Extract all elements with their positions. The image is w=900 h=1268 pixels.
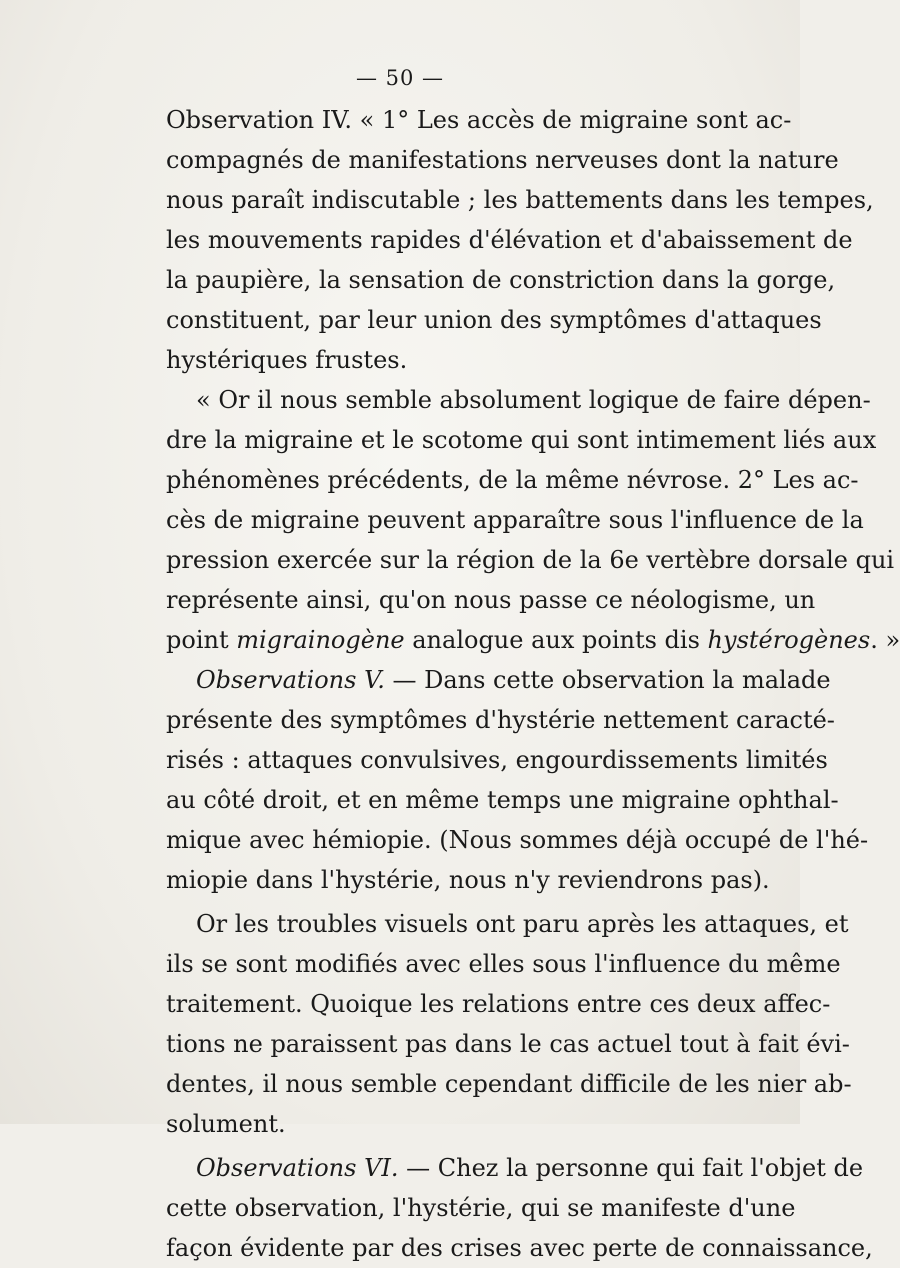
text-line <box>166 1064 852 1104</box>
italic-text: Observations VI. <box>196 1154 399 1182</box>
text-line <box>166 260 836 300</box>
text-segment: les mouvements rapides d'élévation et d'abaissement de <box>166 226 853 254</box>
text-line <box>166 740 828 780</box>
text-line <box>166 1188 796 1228</box>
text-line <box>166 860 770 900</box>
text-segment: au côté droit, et en même temps une migraine ophthal- <box>166 786 839 814</box>
text-segment: « Or il nous semble absolument logique de faire dépen- <box>196 386 871 414</box>
text-line <box>166 500 864 540</box>
italic-text: migrainogène <box>236 626 405 654</box>
text-line <box>166 1228 873 1268</box>
text-line <box>166 420 877 460</box>
text-line <box>166 300 822 340</box>
text-segment: analogue aux points dis <box>404 626 708 654</box>
text-segment: cette observation, l'hystérie, qui se manifeste d'une <box>166 1194 796 1222</box>
text-segment: tions ne paraissent pas dans le cas actuel tout à fait évi- <box>166 1030 850 1058</box>
text-segment: mique avec hémiopie. (Nous sommes déjà occupé de l'hé- <box>166 826 869 854</box>
text-segment: Or les troubles visuels ont paru après les attaques, et <box>196 910 849 938</box>
text-line <box>166 700 835 740</box>
text-segment: phénomènes précédents, de la même névrose. 2° Les ac- <box>166 466 859 494</box>
text-segment: cès de migraine peuvent apparaître sous l'influence de la <box>166 506 864 534</box>
text-segment: façon évidente par des crises avec perte de connaissance, <box>166 1234 873 1262</box>
text-segment: — Chez la personne qui fait l'objet de <box>398 1154 864 1182</box>
text-segment: . » <box>870 626 900 654</box>
text-segment: présente des symptômes d'hystérie nettement caracté- <box>166 706 835 734</box>
text-segment: compagnés de manifestations nerveuses dont la nature <box>166 146 839 174</box>
text-segment: ils se sont modifiés avec elles sous l'influence du même <box>166 950 841 978</box>
text-line <box>166 620 900 660</box>
text-line <box>166 540 895 580</box>
text-line <box>166 1104 766 1144</box>
page-number: — 50 — <box>355 66 445 90</box>
text-segment: dentes, il nous semble cependant difficile de les nier ab- <box>166 1070 852 1098</box>
text-segment: la paupière, la sensation de constriction dans la gorge, <box>166 266 836 294</box>
text-segment: nous paraît indiscutable ; les battements dans les tempes, <box>166 186 874 214</box>
text-line <box>166 140 839 180</box>
text-segment: traitement. Quoique les relations entre ces deux affec- <box>166 990 831 1018</box>
text-line <box>166 100 792 140</box>
body-text <box>166 100 900 1268</box>
text-line <box>166 984 831 1024</box>
text-segment: hystériques frustes. <box>166 346 408 374</box>
text-line <box>166 780 839 820</box>
text-line <box>166 340 766 380</box>
text-line <box>166 180 874 220</box>
text-line <box>166 660 831 700</box>
text-segment: dre la migraine et le scotome qui sont intimement liés aux <box>166 426 877 454</box>
italic-text: hystérogènes <box>707 626 871 654</box>
text-line <box>166 220 853 260</box>
text-line <box>166 820 869 860</box>
text-line <box>166 460 859 500</box>
text-segment: Observation IV. « 1° Les accès de migraine sont ac- <box>166 106 792 134</box>
text-segment: constituent, par leur union des symptômes d'attaques <box>166 306 822 334</box>
text-segment: pression exercée sur la région de la 6e vertèbre dorsale qui <box>166 546 895 574</box>
text-line <box>166 1024 850 1064</box>
text-segment: point <box>166 626 237 654</box>
text-line <box>166 380 871 420</box>
text-line <box>166 904 849 944</box>
text-segment: risés : attaques convulsives, engourdissements limités <box>166 746 828 774</box>
italic-text: Observations V. <box>196 666 385 694</box>
text-line <box>166 944 841 984</box>
text-segment: solument. <box>166 1110 286 1138</box>
text-line <box>166 580 816 620</box>
text-segment: représente ainsi, qu'on nous passe ce néologisme, un <box>166 586 816 614</box>
text-line <box>166 1148 864 1188</box>
text-segment: miopie dans l'hystérie, nous n'y reviendrons pas). <box>166 866 770 894</box>
text-segment: — Dans cette observation la malade <box>384 666 831 694</box>
